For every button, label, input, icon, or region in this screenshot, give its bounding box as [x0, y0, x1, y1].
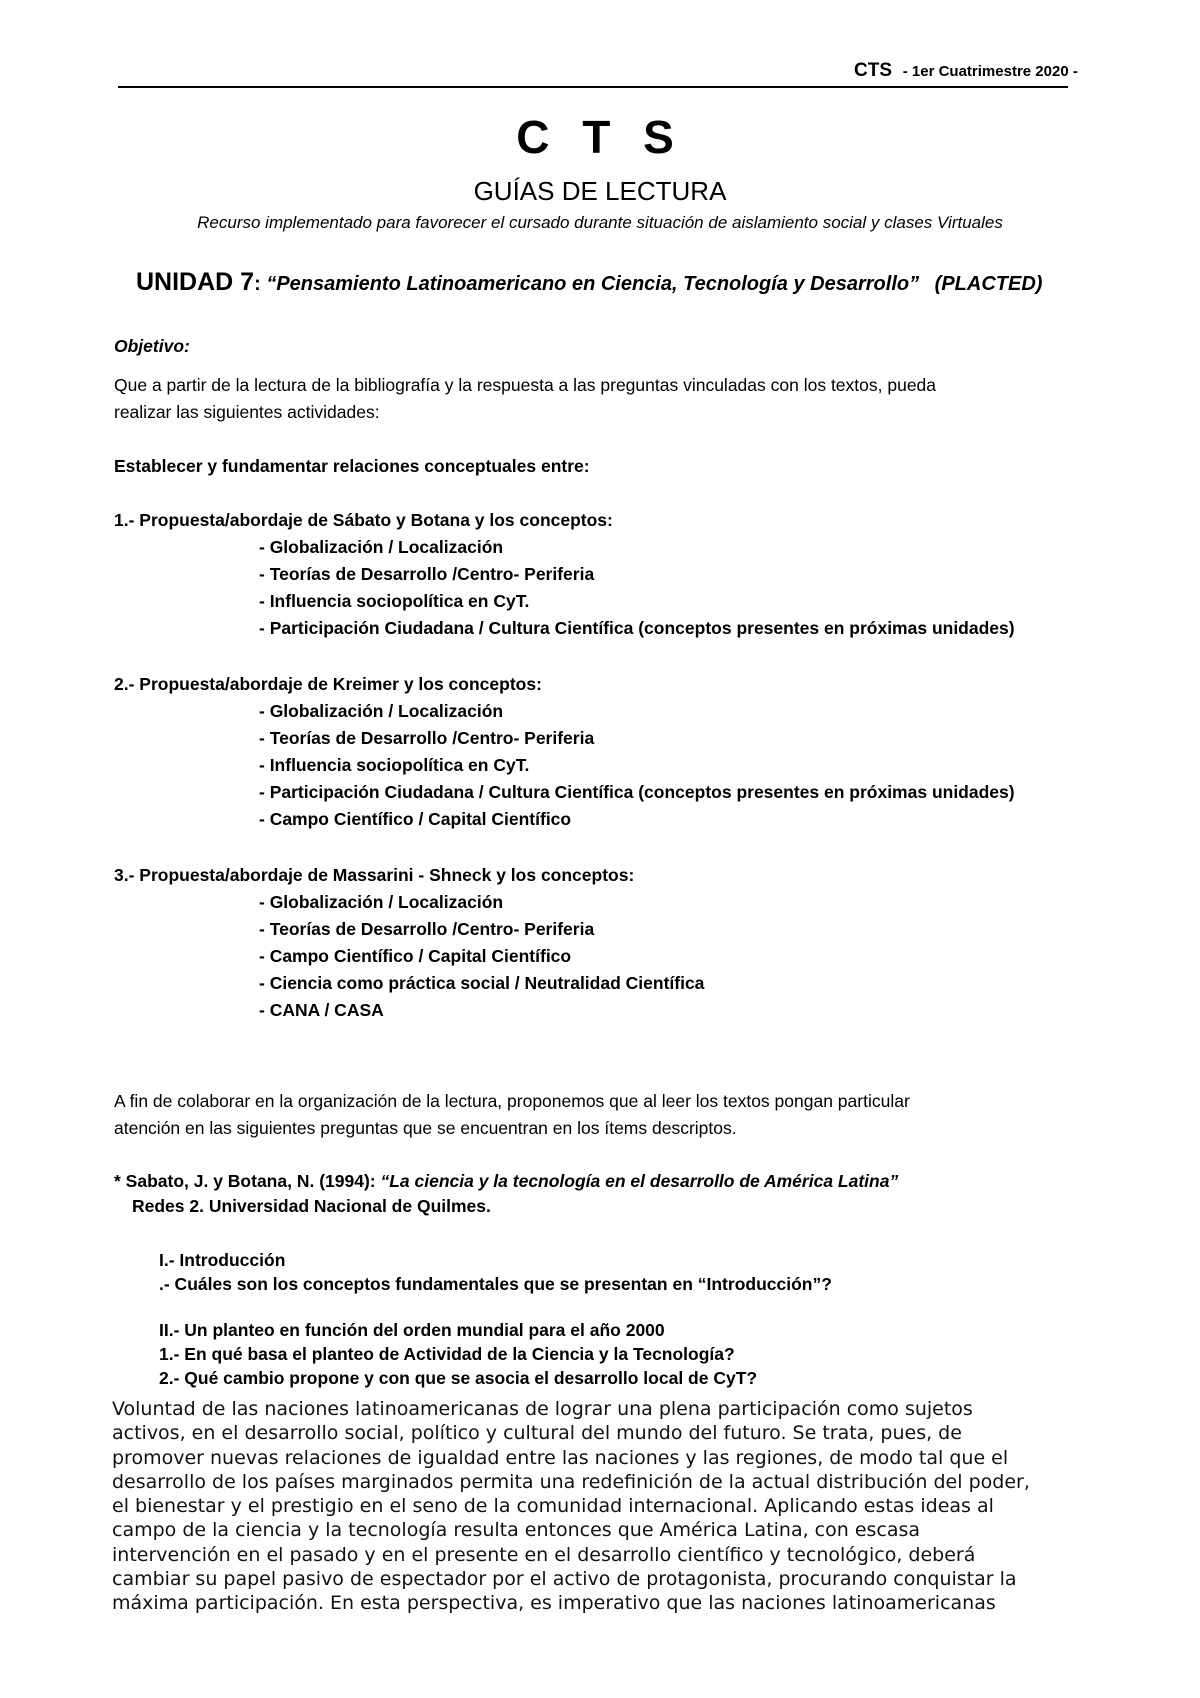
objective-label: Objetivo:: [114, 336, 190, 356]
intro-paragraph: [114, 1088, 1094, 1142]
section-item: - Globalización / Localización: [259, 892, 504, 912]
body-line: máxima participación. En esta perspectiva, es imperativo que las naciones latinoamericanas: [112, 1592, 996, 1615]
section-item: - Participación Ciudadana / Cultura Científica (conceptos presentes en próximas unidades): [259, 782, 1015, 802]
question-ii-1: 1.- En qué basa el planteo de Actividad de la Ciencia y la Tecnología?: [159, 1344, 735, 1364]
header-course: CTS: [854, 60, 892, 81]
question-ii-2: 2.- Qué cambio propone y con que se asocia el desarrollo local de CyT?: [159, 1368, 758, 1388]
reference: [114, 1169, 1094, 1219]
header-term: - 1er Cuatrimestre 2020 -: [902, 63, 1078, 80]
objective-establish: Establecer y fundamentar relaciones conceptuales entre:: [114, 456, 590, 476]
section-item: - Campo Científico / Capital Científico: [259, 809, 572, 829]
section-item: - Participación Ciudadana / Cultura Científica (conceptos presentes en próximas unidades): [259, 618, 1015, 638]
reference-authors: * Sabato, J. y Botana, N. (1994):: [114, 1171, 381, 1191]
running-header: [854, 60, 1114, 82]
page-title: C T S: [516, 111, 684, 163]
objective-text-line1: Que a partir de la lectura de la bibliografía y la respuesta a las preguntas vinculadas con los textos, pueda: [114, 375, 937, 395]
resource-note: Recurso implementado para favorecer el cursado durante situación de aislamiento social y clases Virtuales: [197, 213, 1003, 232]
section-heading: 3.- Propuesta/abordaje de Massarini - Shneck y los conceptos:: [114, 865, 635, 885]
section-item: - Influencia sociopolítica en CyT.: [259, 755, 530, 775]
section-item: - Ciencia como práctica social / Neutralidad Científica: [259, 973, 705, 993]
reference-title: “La ciencia y la tecnología en el desarrollo de América Latina”: [380, 1171, 899, 1191]
body-line: Voluntad de las naciones latinoamericanas de lograr una plena participación como sujetos: [112, 1398, 973, 1420]
question-heading-i: I.- Introducción: [159, 1250, 286, 1270]
body-line: el bienestar y el prestigio en el seno de la comunidad internacional. Aplicando estas ideas al: [112, 1495, 994, 1518]
section-item: - Campo Científico / Capital Científico: [259, 946, 572, 966]
questions: [114, 1248, 1094, 1390]
section-item: - Teorías de Desarrollo /Centro- Periferia: [259, 564, 595, 584]
body-line: desarrollo de los países marginados permita una redefinición de la actual distribución del poder,: [112, 1470, 1030, 1493]
unit-tag: (PLACTED): [934, 273, 1043, 295]
section-item: - Globalización / Localización: [259, 701, 504, 721]
section-item: - Globalización / Localización: [259, 537, 504, 557]
unit-label: UNIDAD 7: [136, 268, 255, 296]
section-item: - CANA / CASA: [259, 1000, 384, 1020]
body-line: promover nuevas relaciones de igualdad entre las naciones y las regiones, de modo tal que el: [112, 1446, 1009, 1469]
question-i-1: .- Cuáles son los conceptos fundamentales que se presentan en “Introducción”?: [159, 1274, 832, 1294]
question-heading-ii: II.- Un planteo en función del orden mundial para el año 2000: [159, 1320, 665, 1340]
objective-text-line2: realizar las siguientes actividades:: [114, 402, 380, 422]
section-heading: 1.- Propuesta/abordaje de Sábato y Botana y los conceptos:: [114, 510, 613, 530]
section-2: [114, 671, 1094, 833]
page-subtitle: GUÍAS DE LECTURA: [473, 176, 727, 206]
header-rule: [118, 86, 1068, 88]
objective-section: [114, 333, 1094, 480]
section-3: [114, 862, 1094, 1024]
section-1: [114, 507, 1094, 642]
body-line: campo de la ciencia y la tecnología resulta entonces que América Latina, con escasa: [112, 1519, 921, 1542]
unit-colon: :: [254, 273, 261, 295]
body-line: activos, en el desarrollo social, político y cultural del mundo del futuro. Se trata, pues, de: [112, 1422, 962, 1445]
unit-title: “Pensamiento Latinoamericano en Ciencia, Tecnología y Desarrollo”: [266, 273, 920, 295]
section-item: - Teorías de Desarrollo /Centro- Periferia: [259, 728, 595, 748]
section-heading: 2.- Propuesta/abordaje de Kreimer y los conceptos:: [114, 674, 542, 694]
reference-source: Redes 2. Universidad Nacional de Quilmes.: [132, 1196, 491, 1216]
intro-line2: atención en las siguientes preguntas que se encuentran en los ítems descriptos.: [114, 1118, 737, 1138]
section-item: - Teorías de Desarrollo /Centro- Periferia: [259, 919, 595, 939]
body-line: cambiar su papel pasivo de espectador por el activo de protagonista, procurando conquistar la: [112, 1568, 1017, 1591]
body-text: [112, 1397, 1102, 1616]
section-item: - Influencia sociopolítica en CyT.: [259, 591, 530, 611]
body-line: intervención en el pasado y en el presente en el desarrollo científico y tecnológico, deberá: [112, 1543, 976, 1566]
intro-line1: A fin de colaborar en la organización de la lectura, proponemos que al leer los textos pongan particular: [114, 1091, 910, 1111]
unit-heading: [136, 268, 1136, 297]
